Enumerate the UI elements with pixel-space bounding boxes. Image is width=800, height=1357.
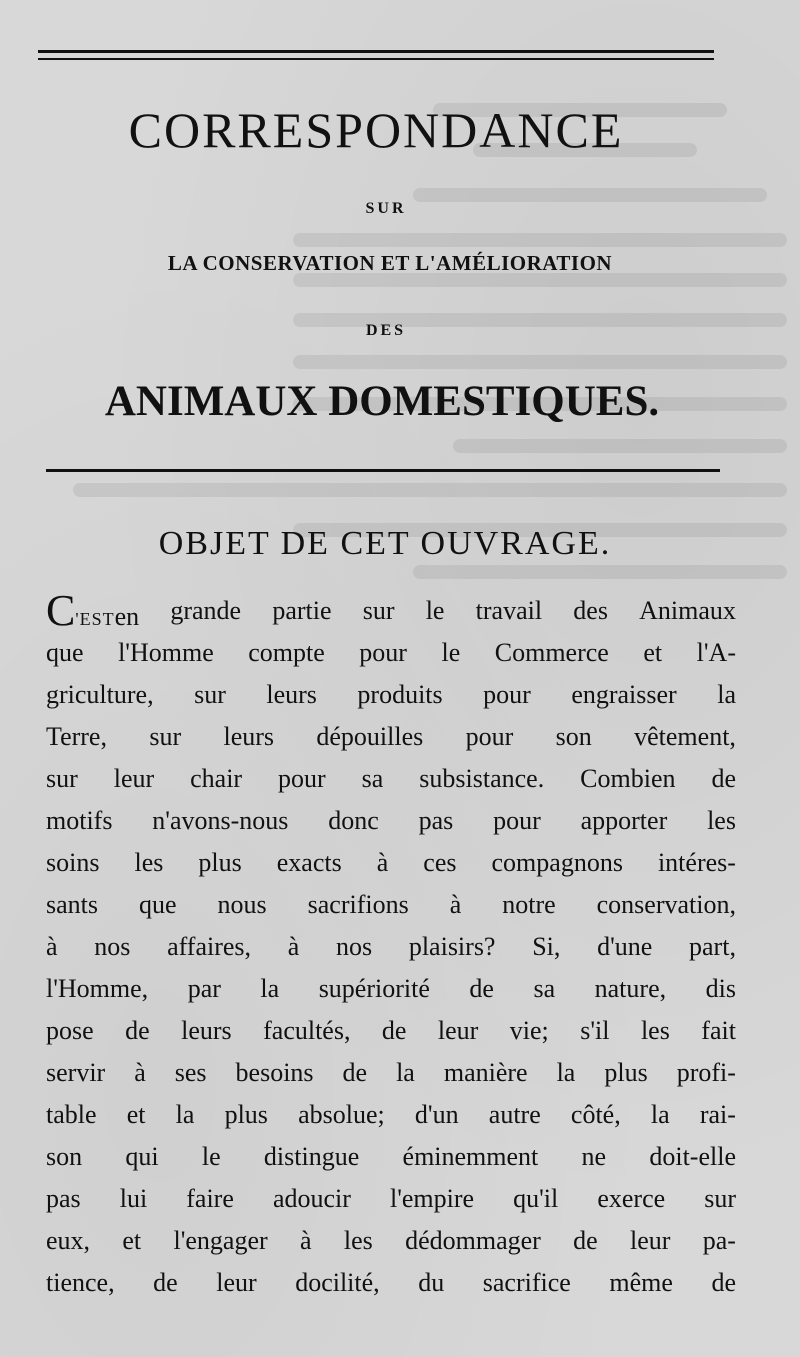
word: même bbox=[609, 1268, 673, 1297]
word: leur bbox=[113, 764, 155, 793]
word: s'il bbox=[580, 1016, 610, 1045]
word: subsistance. bbox=[419, 764, 545, 793]
word: sur bbox=[149, 722, 182, 751]
word: sa bbox=[533, 974, 556, 1003]
word: par bbox=[187, 974, 221, 1003]
word: motifs bbox=[46, 806, 113, 835]
word: eux, bbox=[46, 1226, 91, 1255]
word: leurs bbox=[223, 722, 275, 751]
word: vêtement, bbox=[634, 722, 736, 751]
word: de bbox=[153, 1268, 178, 1297]
word: autre bbox=[488, 1100, 541, 1129]
body-line bbox=[46, 1010, 736, 1052]
word: et bbox=[122, 1226, 142, 1255]
word: Terre, bbox=[46, 722, 107, 751]
word: soins bbox=[46, 848, 100, 877]
word: sur bbox=[704, 1184, 736, 1213]
word: nature, bbox=[594, 974, 667, 1003]
body-line bbox=[46, 800, 736, 842]
word: absolue; bbox=[298, 1100, 385, 1129]
word: leurs bbox=[181, 1016, 232, 1045]
word: dis bbox=[705, 974, 736, 1003]
word: du bbox=[418, 1268, 445, 1297]
word: la bbox=[556, 1058, 576, 1087]
word: Si, bbox=[532, 932, 561, 961]
word: la bbox=[717, 680, 736, 709]
word: leur bbox=[216, 1268, 257, 1297]
body-line bbox=[46, 884, 736, 926]
word: travail bbox=[475, 596, 543, 625]
word: plus bbox=[224, 1100, 268, 1129]
word: sacrifice bbox=[482, 1268, 571, 1297]
word: tience, bbox=[46, 1268, 115, 1297]
word: son bbox=[555, 722, 592, 751]
word: les bbox=[707, 806, 736, 835]
word: sacrifions bbox=[307, 890, 409, 919]
body-line bbox=[46, 716, 736, 758]
body-line bbox=[46, 968, 736, 1010]
word: profi- bbox=[676, 1058, 736, 1087]
word: le bbox=[201, 1142, 221, 1171]
word: et bbox=[126, 1100, 146, 1129]
word: de bbox=[381, 1016, 407, 1045]
word: exacts bbox=[276, 848, 342, 877]
word: pour bbox=[359, 638, 407, 667]
word: compte bbox=[248, 638, 325, 667]
word: ses bbox=[174, 1058, 207, 1087]
word: côté, bbox=[570, 1100, 621, 1129]
drop-cap: C bbox=[46, 586, 76, 635]
body-line bbox=[46, 1178, 736, 1220]
subject-title: ANIMAUX DOMESTIQUES. bbox=[104, 378, 660, 425]
word: l'empire bbox=[389, 1184, 475, 1213]
word: l'Homme, bbox=[46, 974, 149, 1003]
word: plus bbox=[604, 1058, 648, 1087]
word: pas bbox=[46, 1184, 81, 1213]
word: à bbox=[299, 1226, 312, 1255]
word: les bbox=[343, 1226, 373, 1255]
word: Commerce bbox=[494, 638, 609, 667]
word: la bbox=[260, 974, 280, 1003]
word: griculture, bbox=[46, 680, 154, 709]
word: lui bbox=[119, 1184, 148, 1213]
word: leurs bbox=[266, 680, 317, 709]
word: la bbox=[175, 1100, 195, 1129]
word: à bbox=[449, 890, 462, 919]
word: exerce bbox=[597, 1184, 666, 1213]
word: de bbox=[125, 1016, 150, 1045]
word: facultés, bbox=[263, 1016, 351, 1045]
word: d'un bbox=[414, 1100, 459, 1129]
body-line bbox=[46, 632, 736, 674]
word: éminemment bbox=[402, 1142, 539, 1171]
word: manière bbox=[443, 1058, 528, 1087]
word: plus bbox=[198, 848, 242, 877]
word: fait bbox=[701, 1016, 736, 1045]
word: pour bbox=[465, 722, 514, 751]
word: la bbox=[650, 1100, 670, 1129]
section-divider-rule bbox=[46, 469, 720, 472]
body-line bbox=[46, 842, 736, 884]
word: les bbox=[640, 1016, 670, 1045]
word: sur bbox=[194, 680, 226, 709]
word: de bbox=[342, 1058, 368, 1087]
word: servir bbox=[46, 1058, 106, 1087]
word: nos bbox=[336, 932, 373, 961]
word: des bbox=[573, 596, 608, 625]
word: docilité, bbox=[295, 1268, 380, 1297]
sur-label: SUR bbox=[365, 200, 407, 217]
word: rai- bbox=[699, 1100, 736, 1129]
word: partie bbox=[272, 596, 332, 625]
word: l'Homme bbox=[118, 638, 214, 667]
word: leur bbox=[630, 1226, 671, 1255]
word: à bbox=[376, 848, 389, 877]
body-line bbox=[46, 674, 736, 716]
word: l'A- bbox=[696, 638, 736, 667]
des-label: DES bbox=[365, 322, 407, 339]
word: le bbox=[441, 638, 461, 667]
word: vie; bbox=[509, 1016, 549, 1045]
word: nous bbox=[217, 890, 267, 919]
word: dédommager bbox=[405, 1226, 541, 1255]
word: de bbox=[711, 764, 736, 793]
word: donc bbox=[328, 806, 379, 835]
word: et bbox=[643, 638, 663, 667]
body-line bbox=[46, 1262, 736, 1304]
small-caps-est: 'EST bbox=[75, 609, 115, 629]
word: nos bbox=[94, 932, 131, 961]
word: les bbox=[134, 848, 164, 877]
word: qui bbox=[125, 1142, 159, 1171]
word: engraisser bbox=[571, 680, 677, 709]
word: adoucir bbox=[272, 1184, 351, 1213]
word: à bbox=[46, 932, 58, 961]
body-line bbox=[46, 1094, 736, 1136]
word: n'avons-nous bbox=[152, 806, 289, 835]
word: supériorité bbox=[318, 974, 430, 1003]
word: sur bbox=[362, 596, 395, 625]
word: conservation, bbox=[596, 890, 736, 919]
page-title: CORRESPONDANCE bbox=[128, 102, 624, 158]
body-line-first bbox=[46, 586, 736, 635]
word: produits bbox=[357, 680, 443, 709]
word: dépouilles bbox=[316, 722, 424, 751]
word: plaisirs? bbox=[408, 932, 496, 961]
word: grande bbox=[170, 596, 242, 625]
word: table bbox=[46, 1100, 97, 1129]
word: Combien bbox=[580, 764, 676, 793]
word: pas bbox=[418, 806, 454, 835]
word: faire bbox=[186, 1184, 234, 1213]
word: leur bbox=[437, 1016, 479, 1045]
body-line bbox=[46, 758, 736, 800]
body-line bbox=[46, 1220, 736, 1262]
word: que bbox=[46, 638, 84, 667]
word: compagnons bbox=[491, 848, 623, 877]
body-line bbox=[46, 1052, 736, 1094]
word: d'une bbox=[597, 932, 653, 961]
word: notre bbox=[502, 890, 556, 919]
word: sur bbox=[46, 764, 78, 793]
word: qu'il bbox=[513, 1184, 559, 1213]
word: pa- bbox=[702, 1226, 736, 1255]
word: en bbox=[114, 602, 140, 631]
word: pour bbox=[278, 764, 326, 793]
word: sa bbox=[361, 764, 384, 793]
word: l'engager bbox=[173, 1226, 268, 1255]
top-double-rule bbox=[38, 50, 714, 62]
word: que bbox=[138, 890, 177, 919]
word: à bbox=[134, 1058, 146, 1087]
word: affaires, bbox=[167, 932, 252, 961]
word: pose bbox=[46, 1016, 94, 1045]
word: la bbox=[396, 1058, 415, 1087]
first-word bbox=[46, 586, 140, 635]
body-line bbox=[46, 926, 736, 968]
word: ces bbox=[423, 848, 457, 877]
word: Animaux bbox=[639, 596, 736, 625]
word: chair bbox=[190, 764, 243, 793]
word: part, bbox=[689, 932, 736, 961]
word: besoins bbox=[235, 1058, 314, 1087]
word: de bbox=[573, 1226, 598, 1255]
word: distingue bbox=[263, 1142, 360, 1171]
word: à bbox=[287, 932, 300, 961]
body-paragraph bbox=[46, 586, 736, 1304]
word: pour bbox=[483, 680, 531, 709]
word: de bbox=[711, 1268, 736, 1297]
word: doit-elle bbox=[649, 1142, 736, 1171]
word: son bbox=[46, 1142, 83, 1171]
subtitle: LA CONSERVATION ET L'AMÉLIORATION bbox=[167, 251, 613, 275]
word: le bbox=[425, 596, 445, 625]
word: pour bbox=[493, 806, 541, 835]
section-heading: OBJET DE CET OUVRAGE. bbox=[158, 525, 612, 562]
word: intéres- bbox=[657, 848, 736, 877]
word: sants bbox=[46, 890, 98, 919]
word: ne bbox=[581, 1142, 607, 1171]
word: apporter bbox=[580, 806, 668, 835]
word: de bbox=[469, 974, 494, 1003]
body-line bbox=[46, 1136, 736, 1178]
